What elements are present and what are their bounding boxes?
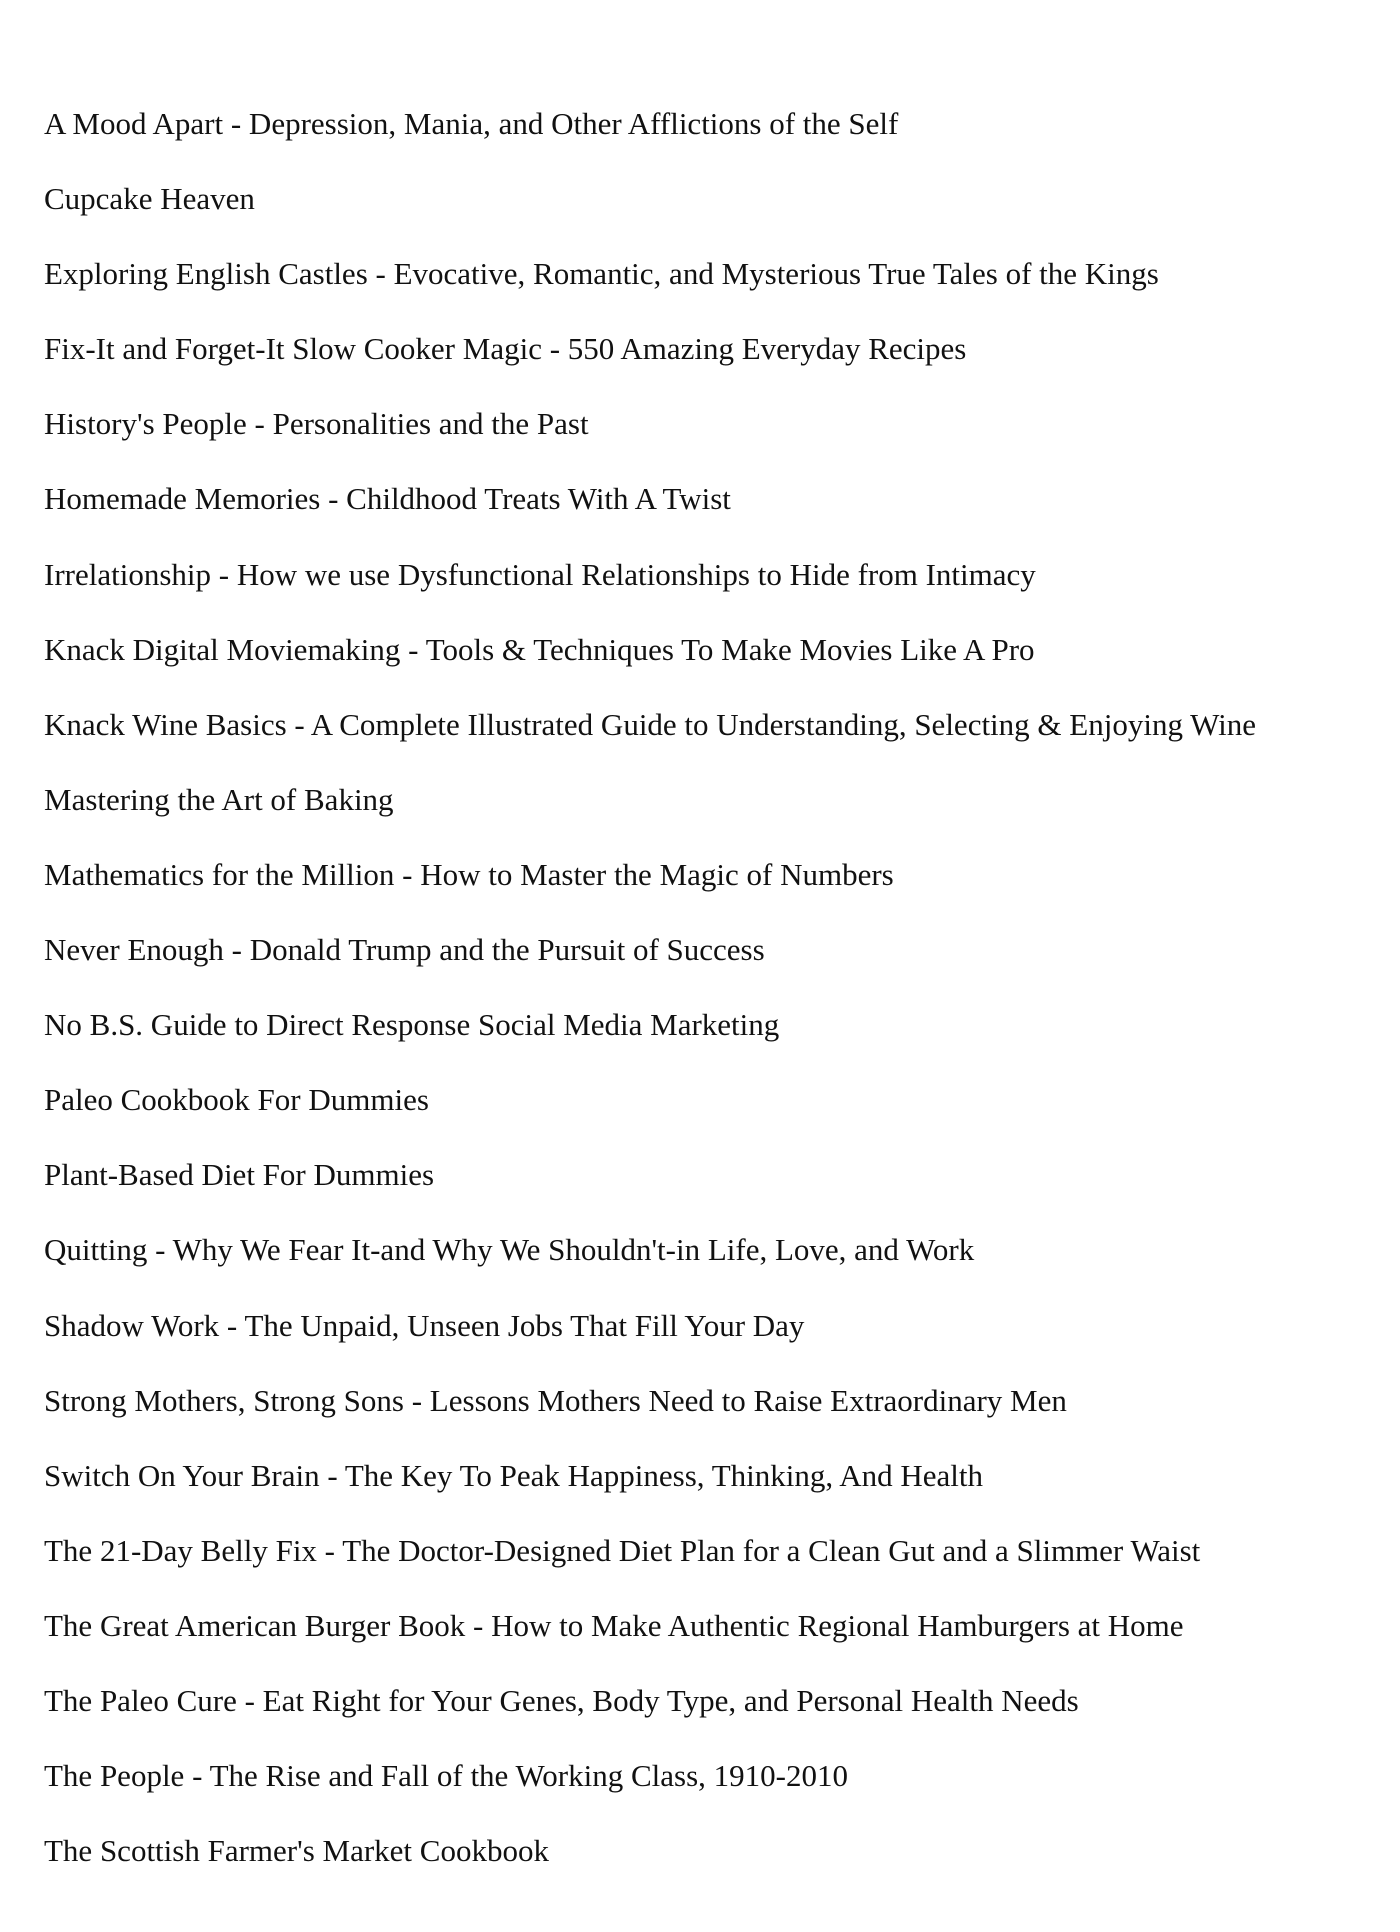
book-title: Paleo Cookbook For Dummies <box>44 1082 429 1118</box>
book-title: Homemade Memories - Childhood Treats With A Twist <box>44 481 731 517</box>
book-title: Knack Digital Moviemaking - Tools & Techniques To Make Movies Like A Pro <box>44 631 1035 667</box>
book-title: Quitting - Why We Fear It-and Why We Shouldn't-in Life, Love, and Work <box>44 1232 975 1268</box>
book-title: Mastering the Art of Baking <box>44 781 394 817</box>
book-title: A Mood Apart - Depression, Mania, and Other Afflictions of the Self <box>44 106 899 141</box>
book-title: The Scottish Farmer's Market Cookbook <box>44 1833 549 1869</box>
book-title: History's People - Personalities and the Past <box>44 406 589 442</box>
book-title: Plant-Based Diet For Dummies <box>44 1157 435 1193</box>
book-title: Switch On Your Brain - The Key To Peak Happiness, Thinking, And Health <box>44 1457 983 1493</box>
book-title: Cupcake Heaven <box>44 181 255 217</box>
book-title: Irrelationship - How we use Dysfunctional Relationships to Hide from Intimacy <box>44 556 1036 592</box>
book-title: The Great American Burger Book - How to Make Authentic Regional Hamburgers at Home <box>44 1607 1184 1643</box>
book-title: No B.S. Guide to Direct Response Social Media Marketing <box>44 1007 780 1043</box>
book-title: Fix-It and Forget-It Slow Cooker Magic - 550 Amazing Everyday Recipes <box>44 331 967 367</box>
book-title: The People - The Rise and Fall of the Working Class, 1910-2010 <box>44 1758 848 1794</box>
book-title: Strong Mothers, Strong Sons - Lessons Mothers Need to Raise Extraordinary Men <box>44 1382 1067 1418</box>
book-title: Exploring English Castles - Evocative, Romantic, and Mysterious True Tales of the Kings <box>44 256 1159 292</box>
book-title: The 21-Day Belly Fix - The Doctor-Designed Diet Plan for a Clean Gut and a Slimmer Waist <box>44 1532 1201 1568</box>
book-title-list <box>44 86 1384 1888</box>
book-title: Knack Wine Basics - A Complete Illustrated Guide to Understanding, Selecting & Enjoying Wine <box>44 706 1257 742</box>
book-title: The Paleo Cure - Eat Right for Your Genes, Body Type, and Personal Health Needs <box>44 1682 1079 1718</box>
book-title: Mathematics for the Million - How to Master the Magic of Numbers <box>44 856 894 892</box>
book-title: Shadow Work - The Unpaid, Unseen Jobs That Fill Your Day <box>44 1307 805 1343</box>
book-title: Never Enough - Donald Trump and the Pursuit of Success <box>44 932 765 968</box>
